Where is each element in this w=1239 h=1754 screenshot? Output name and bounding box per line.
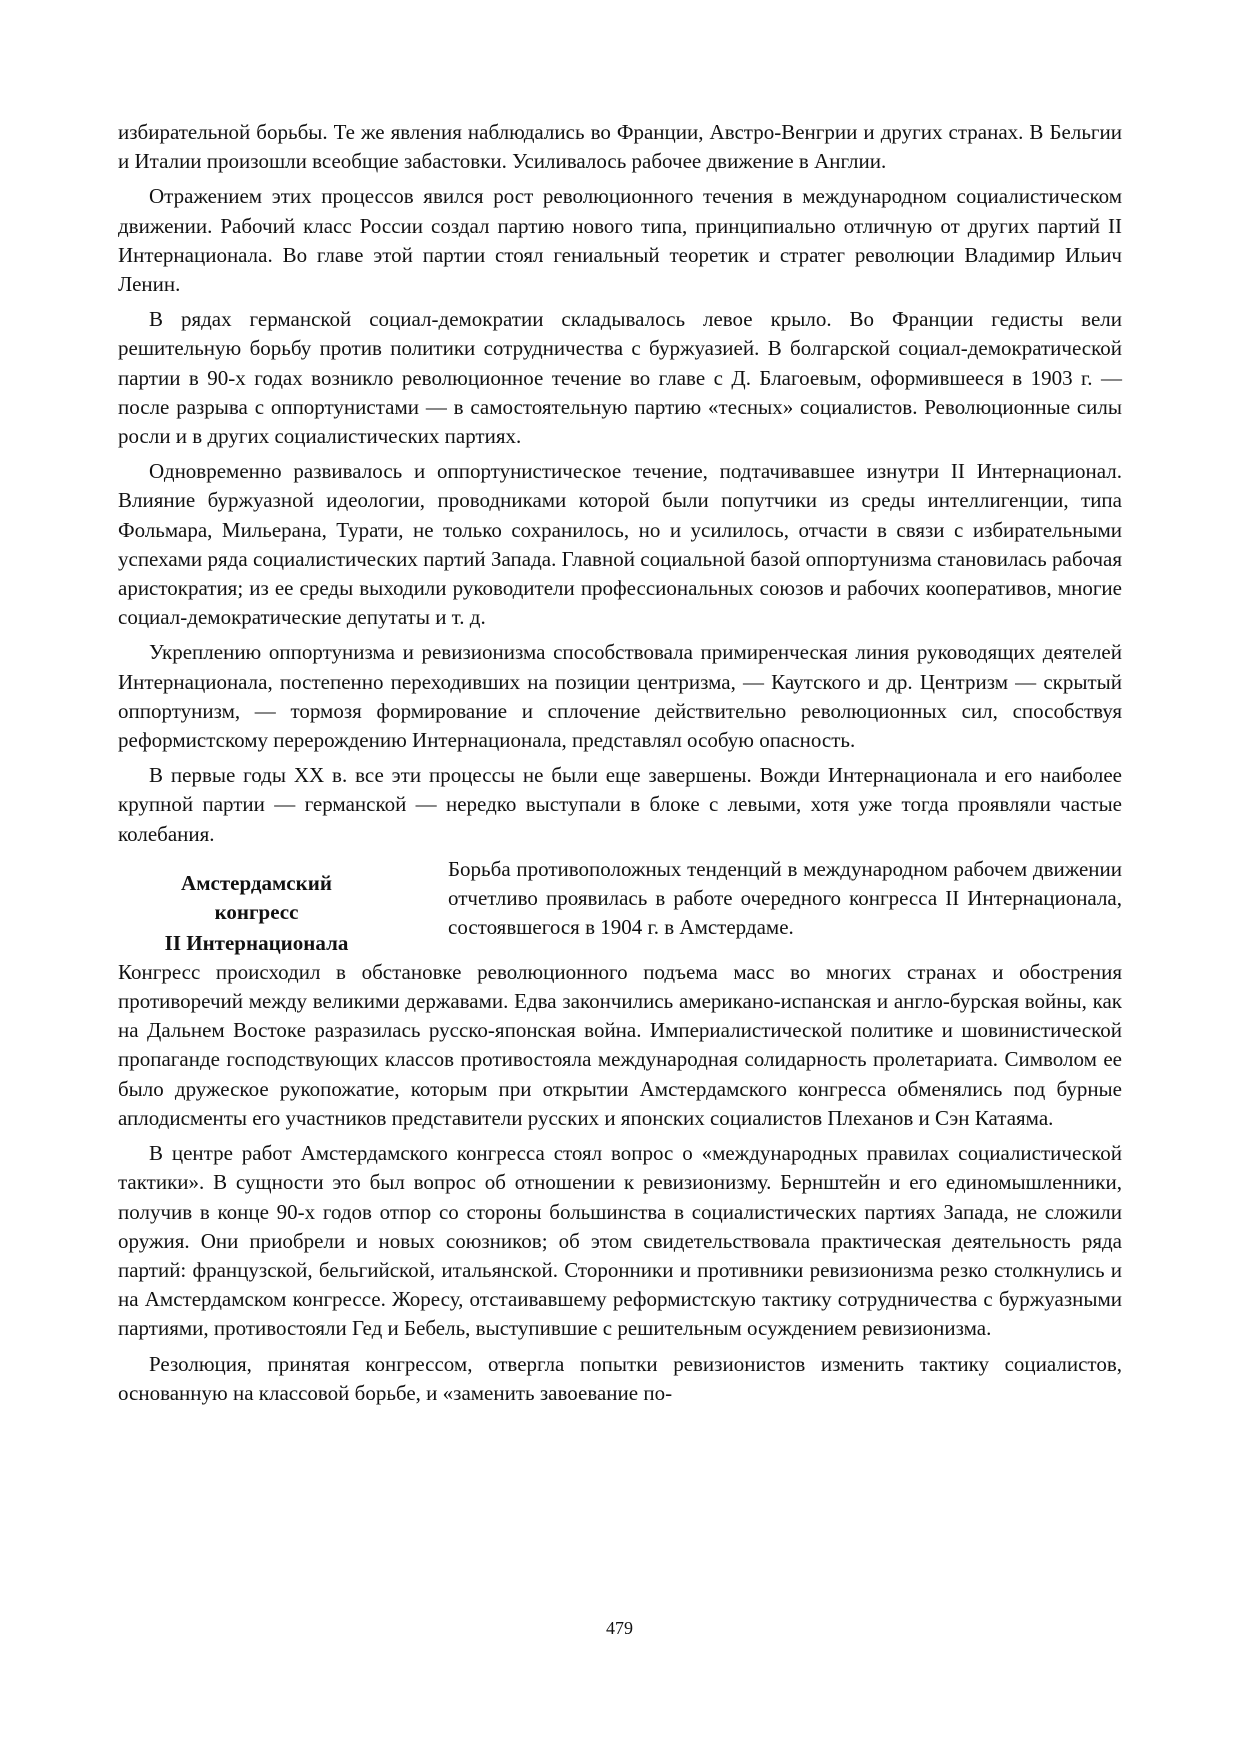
section-amsterdam-congress (118, 855, 1122, 955)
section-heading-line: Амстердамский (181, 870, 332, 895)
section-heading-line: II Интернационала (164, 930, 349, 955)
page-number: 479 (606, 1618, 633, 1638)
paragraph: Резолюция, принятая конгрессом, отвергла попытки ревизионистов изменить тактику социалистов, основанную на классовой борьбе, и «заменить завоевание по- (118, 1351, 1122, 1405)
paragraph-continuation: избирательной борьбы. Те же явления наблюдались во Франции, Австро-Венгрии и других странах. В Бельгии и Италии произошли всеобщие забастовки. Усиливалось рабочее движение в Англии. (118, 120, 1122, 174)
paragraph: Одновременно развивалось и оппортунистическое течение, подтачивавшее изнутри II Интернационал. Влияние буржуазной идеологии, проводниками которой были попутчики из среды интеллигенции, типа Фольмара, Мильерана, Турати, не только сохранилось, но и усилилось, отчасти в связи с избирательными успехами ряда социалистических партий Запада. Главной социальной базой оппортунизма становилась рабочая аристократия; из ее среды выходили руководители профессиональных союзов и рабочих кооперативов, многие социал-демократические депутаты и т. д. (118, 459, 1122, 630)
paragraph: Укреплению оппортунизма и ревизионизма способствовала примиренческая линия руководящих деятелей Интернационала, постепенно переходивших на позиции центризма, — Каутского и др. Центризм — скрытый оппортунизм, — тормозя формирование и сплочение действительно революционных сил, способствуя реформистскому перерождению Интернационала, представлял особую опасность. (118, 640, 1122, 753)
page-body (118, 118, 1122, 1414)
section-heading-line: конгресс (214, 899, 299, 924)
paragraph: В рядах германской социал-демократии складывалось левое крыло. Во Франции гедисты вели решительную борьбу против политики сотрудничества с буржуазией. В болгарской социал-демократической партии в 90-х годах возникло революционное течение во главе с Д. Благоевым, оформившееся в 1903 г. — после разрыва с оппортунистами — в самостоятельную партию «тесных» социалистов. Революционные силы росли и в других социалистических партиях. (118, 307, 1122, 449)
paragraph: В центре работ Амстердамского конгресса стоял вопрос о «международных правилах социалистической тактики». В сущности это был вопрос об отношении к ревизионизму. Бернштейн и его единомышленники, получив в конце 90-х годов отпор со стороны большинства в социалистических партиях Запада, не сложили оружия. Они приобрели и новых союзников; об этом свидетельствовала практическая деятельность ряда партий: французской, бельгийской, итальянской. Сторонники и противники ревизионизма резко столкнулись и на Амстердамском конгрессе. Жоресу, отстаивавшему реформистскую тактику сотрудничества с буржуазными партиями, противостояли Гед и Бебель, выступившие с решительным осуждением ревизионизма. (118, 1141, 1122, 1341)
paragraph: Отражением этих процессов явился рост революционного течения в международном социалистическом движении. Рабочий класс России создал партию нового типа, принципиально отличную от других партий II Интернационала. Во главе этой партии стоял гениальный теоретик и стратег революции Владимир Ильич Ленин. (118, 184, 1122, 297)
section-continuation (118, 958, 1122, 1408)
section-intro-text: Борьба противоположных тенденций в международном рабочем движении отчетливо проявилась в работе очередного конгресса II Интернационала, состоявшегося в 1904 г. в Амстердаме. (448, 856, 1122, 940)
paragraph: В первые годы XX в. все эти процессы не были еще завершены. Вожди Интернационала и его наиболее крупной партии — германской — нередко выступали в блоке с левыми, хотя уже тогда проявляли частые колебания. (118, 763, 1122, 846)
section-heading (124, 869, 414, 958)
paragraph: Конгресс происходил в обстановке революционного подъема масс во многих странах и обострения противоречий между великими державами. Едва закончились американо-испанская и англо-бурская войны, как на Дальнем Востоке разразилась русско-японская война. Империалистической политике и шовинистической пропаганде господствующих классов противостояла международная солидарность пролетариата. Символом ее было дружеское рукопожатие, которым при открытии Амстердамского конгресса обменялись под бурные аплодисменты его участников представители русских и японских социалистов Плеханов и Сэн Катаяма. (118, 959, 1122, 1130)
